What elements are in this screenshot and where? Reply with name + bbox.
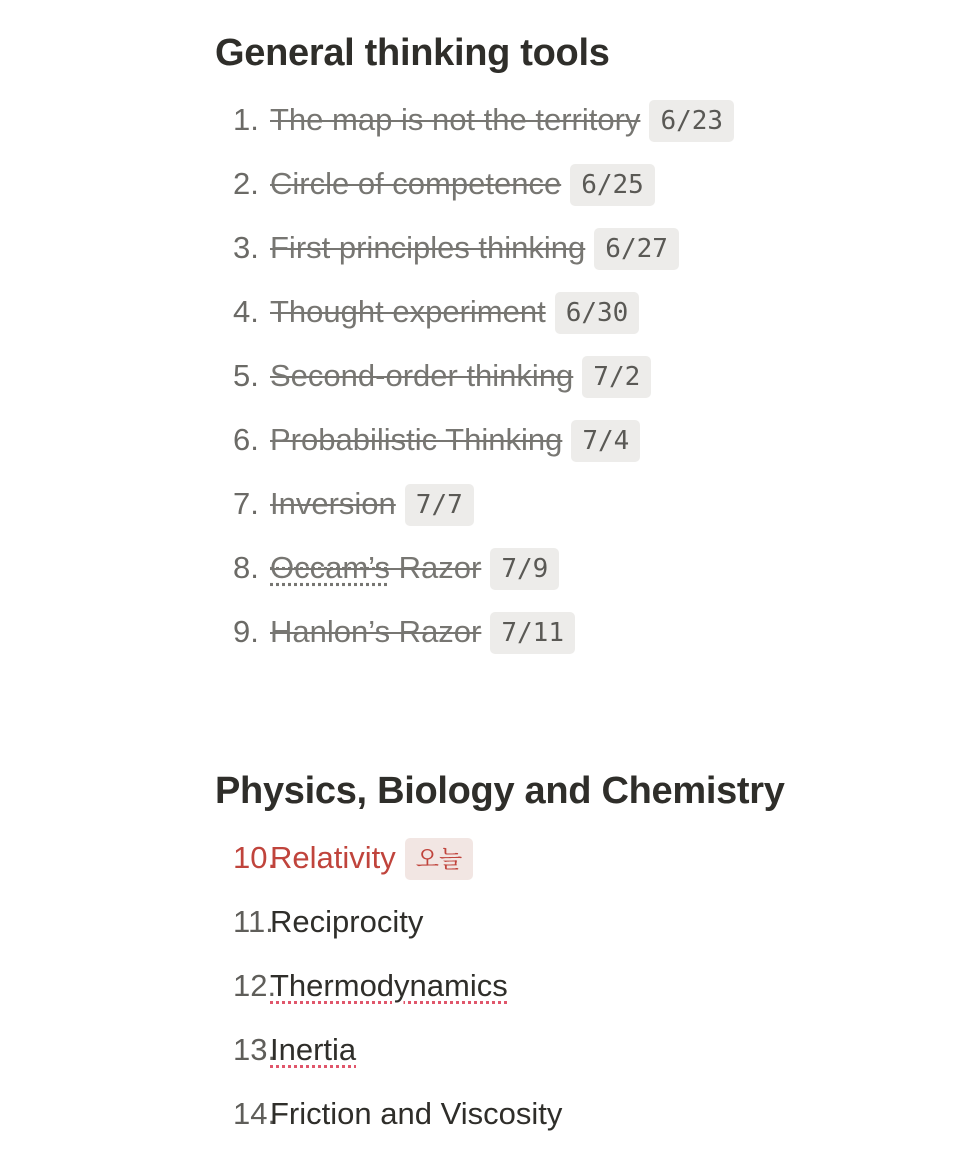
item-title: Reciprocity (270, 904, 424, 939)
section-heading-physics-biology-chemistry: Physics, Biology and Chemistry (215, 770, 785, 812)
spellcheck-word: Thermodynamics (270, 968, 508, 1003)
section-heading-general-thinking-tools: General thinking tools (215, 32, 610, 74)
date-badge: 7/7 (405, 484, 474, 526)
item-title (270, 962, 508, 1010)
list-item[interactable] (215, 544, 734, 608)
item-title (270, 544, 481, 592)
item-number: 10. (233, 840, 277, 875)
list-item[interactable] (215, 962, 562, 1026)
list-item[interactable] (215, 480, 734, 544)
list-item[interactable] (215, 1026, 562, 1090)
date-badge: 7/4 (571, 420, 640, 462)
list-item-today[interactable] (215, 834, 562, 898)
list-item[interactable] (215, 352, 734, 416)
item-number: 9. (233, 614, 259, 649)
item-number: 6. (233, 422, 259, 457)
item-number: 13. (233, 1032, 277, 1067)
item-number: 12. (233, 968, 277, 1003)
date-badge: 7/2 (582, 356, 651, 398)
mental-models-list-general (215, 96, 734, 672)
item-number: 14. (233, 1096, 277, 1131)
item-number: 8. (233, 550, 259, 585)
item-title: Second-order thinking (270, 358, 574, 393)
item-number: 1. (233, 102, 259, 137)
item-title: Friction and Viscosity (270, 1096, 563, 1131)
list-item[interactable] (215, 288, 734, 352)
spellcheck-word: Inertia (270, 1032, 357, 1067)
item-title: Inversion (270, 486, 396, 521)
item-number: 4. (233, 294, 259, 329)
date-badge: 6/27 (594, 228, 679, 270)
list-item[interactable] (215, 1090, 562, 1154)
item-title: Thought experiment (270, 294, 546, 329)
item-number: 2. (233, 166, 259, 201)
item-number: 7. (233, 486, 259, 521)
mental-models-list-physics (215, 834, 562, 1154)
item-title: Relativity (270, 840, 396, 875)
item-title: First principles thinking (270, 230, 586, 265)
list-item[interactable] (215, 898, 562, 962)
item-number: 11. (233, 904, 274, 939)
item-number: 5. (233, 358, 259, 393)
today-badge: 오늘 (405, 838, 473, 880)
list-item[interactable] (215, 224, 734, 288)
item-title-rest: Razor (390, 550, 482, 585)
item-title: Hanlon’s Razor (270, 614, 482, 649)
list-item[interactable] (215, 96, 734, 160)
item-title: Circle of competence (270, 166, 562, 201)
date-badge: 6/30 (555, 292, 640, 334)
item-title: The map is not the territory (270, 102, 641, 137)
list-item[interactable] (215, 416, 734, 480)
list-item[interactable] (215, 608, 734, 672)
item-title: Probabilistic Thinking (270, 422, 563, 457)
date-badge: 7/11 (490, 612, 575, 654)
date-badge: 6/25 (570, 164, 655, 206)
date-badge: 7/9 (490, 548, 559, 590)
spellcheck-word: Occam’s (270, 550, 391, 585)
item-number: 3. (233, 230, 259, 265)
item-title (270, 1026, 356, 1074)
list-item[interactable] (215, 160, 734, 224)
date-badge: 6/23 (649, 100, 734, 142)
